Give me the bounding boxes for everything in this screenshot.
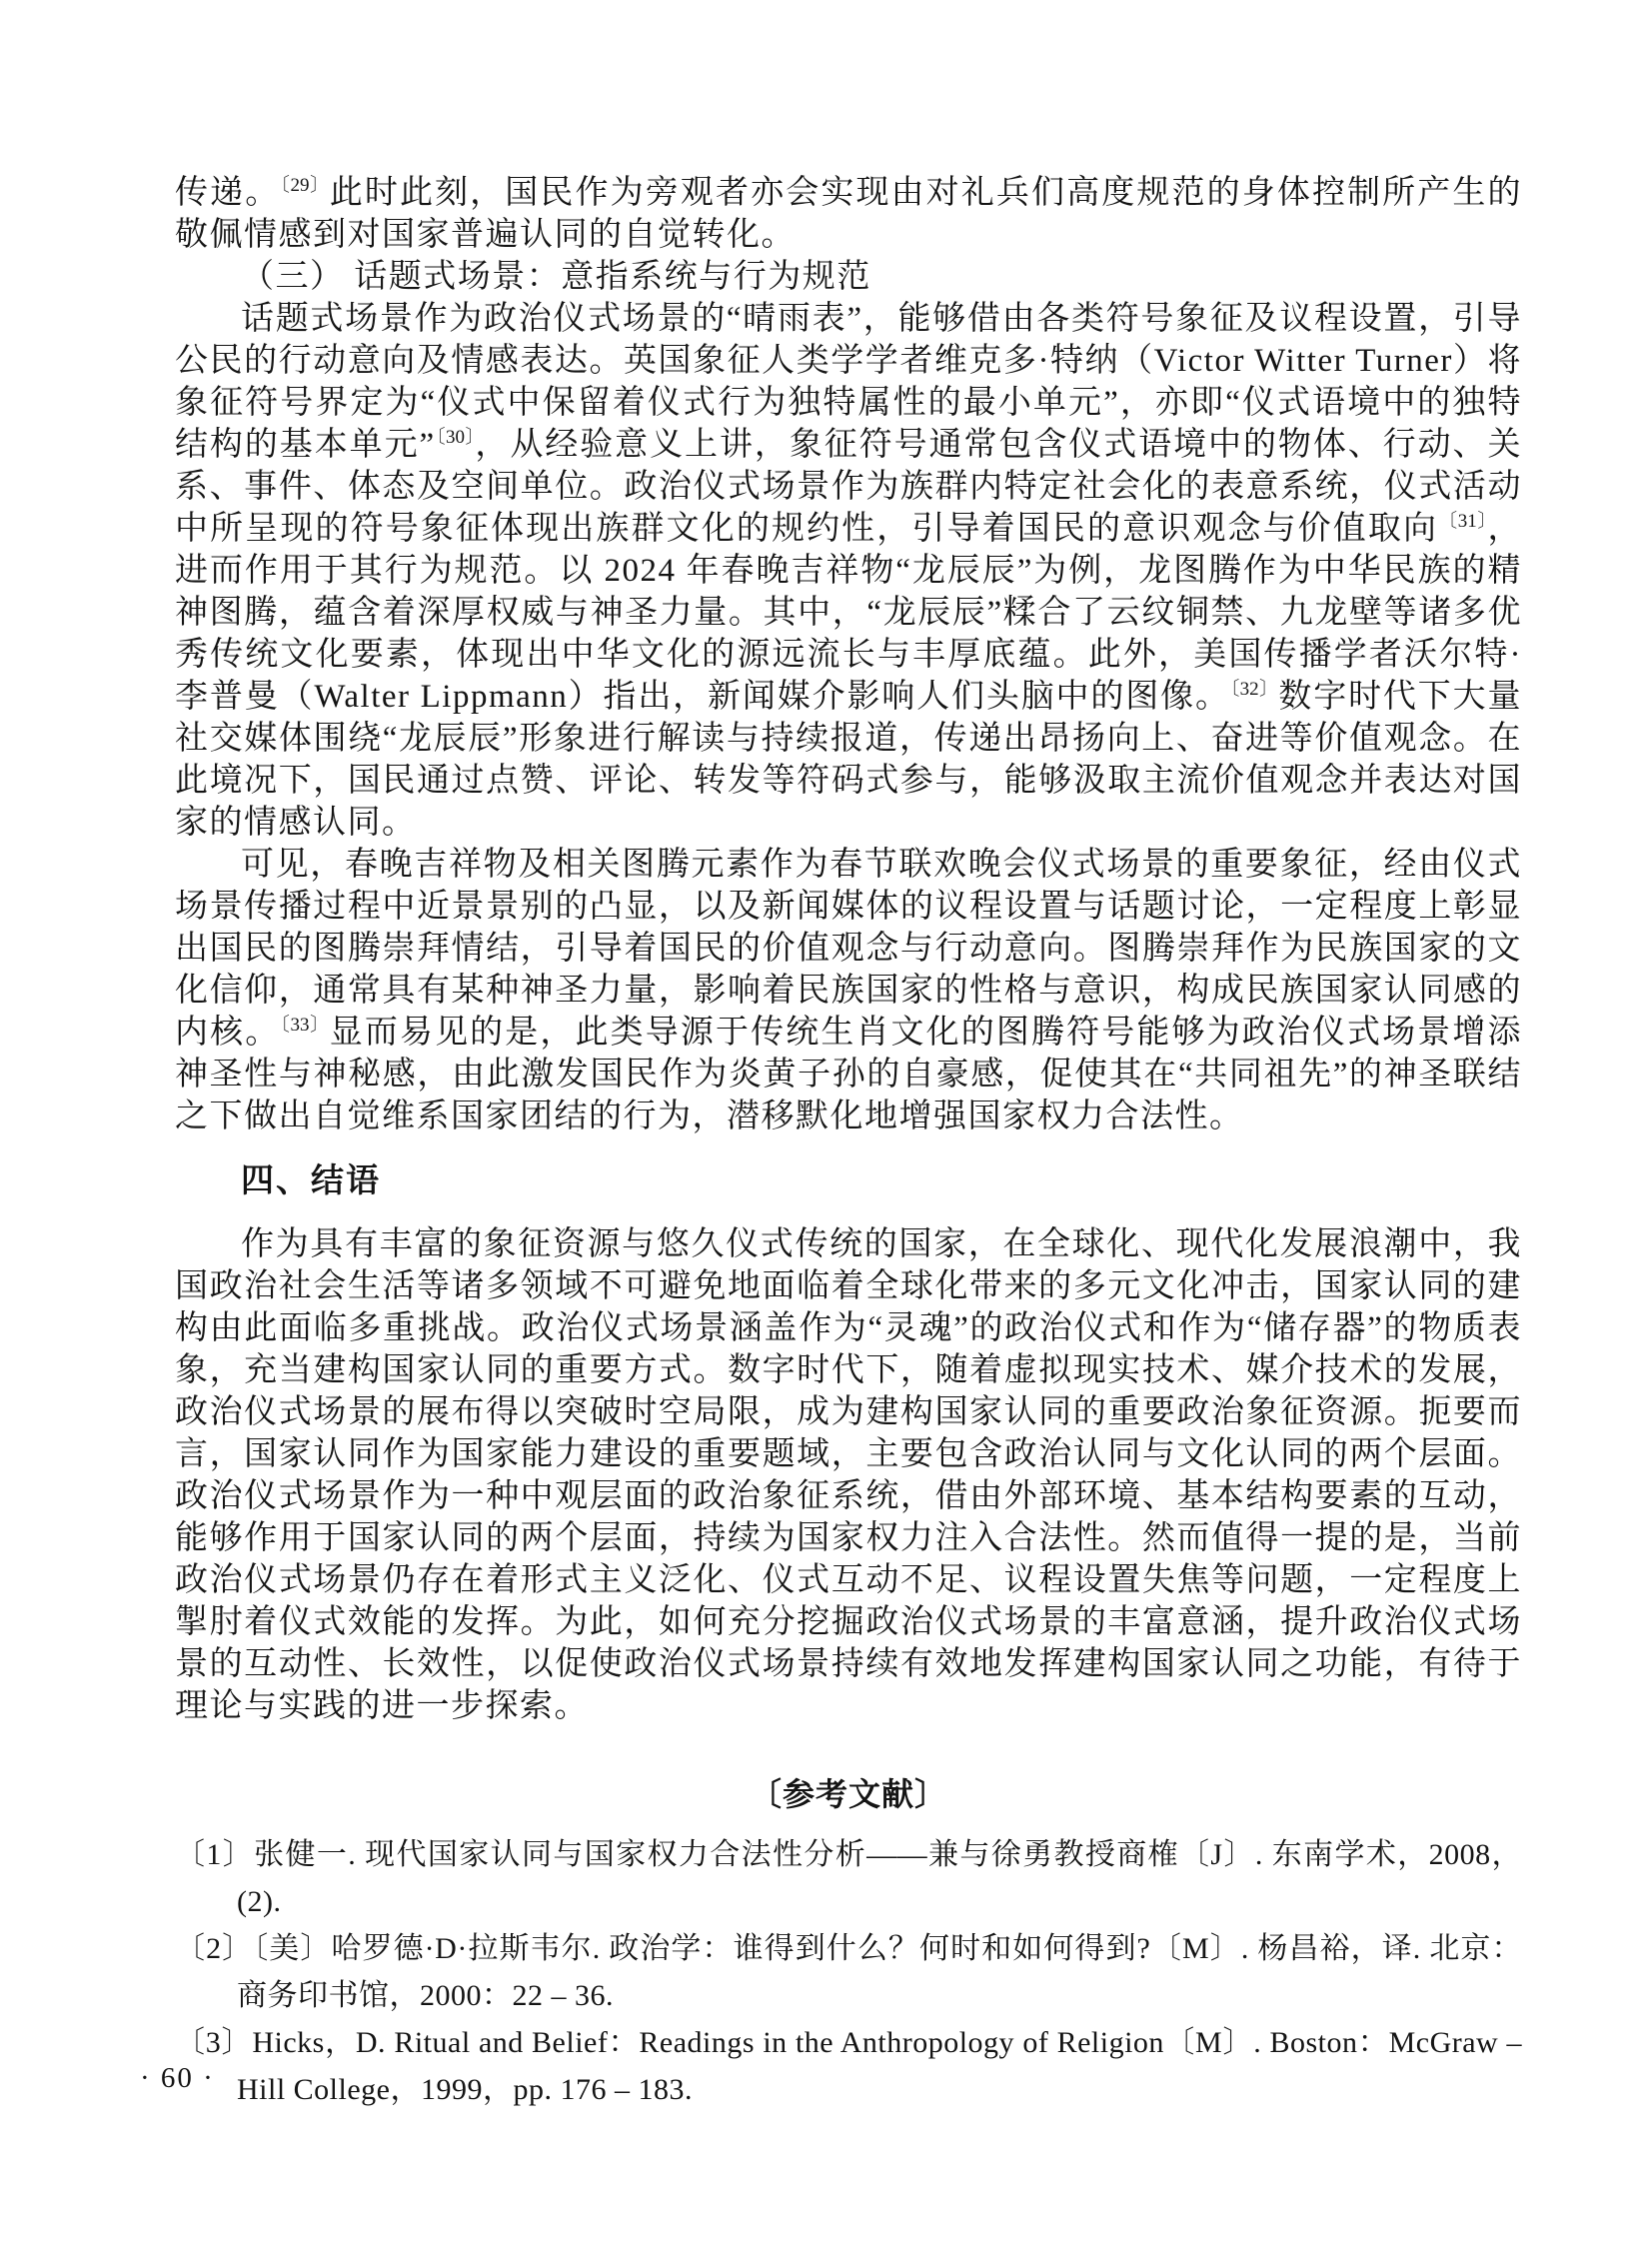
reference-item: 〔2〕〔美〕哈罗德·D·拉斯韦尔. 政治学：谁得到什么？何时和如何得到?〔M〕. 杨昌裕，译. 北京：商务印书馆，2000：22 – 36. bbox=[175, 1932, 1522, 2012]
references-list bbox=[175, 1831, 1522, 2113]
citation-superscript: 〔31〕 bbox=[1438, 511, 1488, 532]
reference-item: 〔3〕Hicks，D. Ritual and Belief：Readings in the Anthropology of Religion〔M〕. Boston：McGraw – Hill College，1999，pp. 176 – 183. bbox=[175, 2026, 1522, 2106]
reference-item: 〔1〕张健一. 现代国家认同与国家权力合法性分析——兼与徐勇教授商榷〔J〕. 东南学术，2008，(2). bbox=[175, 1838, 1522, 1918]
paragraph-conclusion: 作为具有丰富的象征资源与悠久仪式传统的国家，在全球化、现代化发展浪潮中，我国政治社会生活等诸多领域不可避免地面临着全球化带来的多元文化冲击，国家认同的建构由此面临多重挑战。政治仪式场景涵盖作为“灵魂”的政治仪式和作为“储存器”的物质表象，充当建构国家认同的重要方式。数字时代下，随着虚拟现实技术、媒介技术的发展，政治仪式场景的展布得以突破时空局限，成为建构国家认同的重要政治象征资源。扼要而言，国家认同作为国家能力建设的重要题域，主要包含政治认同与文化认同的两个层面。政治仪式场景作为一种中观层面的政治象征系统，借由外部环境、基本结构要素的互动，能够作用于国家认同的两个层面，持续为国家权力注入合法性。然而值得一提的是，当前政治仪式场景仍存在着形式主义泛化、仪式互动不足、议程设置失焦等问题，一定程度上掣肘着仪式效能的发挥。为此，如何充分挖掘政治仪式场景的丰富意涵，提升政治仪式场景的互动性、长效性，以促使政治仪式场景持续有效地发挥建构国家认同之功能，有待于理论与实践的进一步探索。 bbox=[175, 1226, 1522, 1724]
paragraph-totem-worship: 可见，春晚吉祥物及相关图腾元素作为春节联欢晚会仪式场景的重要象征，经由仪式场景传播过程中近景景别的凸显，以及新闻媒体的议程设置与话题讨论，一定程度上彰显出国民的图腾崇拜情结，引导着国民的价值观念与行动意向。图腾崇拜作为民族国家的文化信仰，通常具有某种神圣力量，影响着民族国家的性格与意识，构成民族国家认同感的内核。$^{〔33〕}$显而易见的是，此类导源于传统生肖文化的图腾符号能够为政治仪式场景增添神圣性与神秘感，由此激发国民作为炎黄子孙的自豪感，促使其在“共同祖先”的神圣联结之下做出自觉维系国家团结的行为，潜移默化地增强国家权力合法性。 bbox=[175, 847, 1523, 1134]
citation-superscript: 〔33〕 bbox=[280, 1015, 330, 1036]
citation-superscript: 〔32〕 bbox=[1229, 679, 1279, 700]
page-number: · 60 · bbox=[140, 2062, 215, 2094]
paragraph-continuation: 传递。$^{〔29〕}$此时此刻，国民作为旁观者亦会实现由对礼兵们高度规范的身体控制所产生的敬佩情感到对国家普遍认同的自觉转化。 bbox=[175, 175, 1523, 253]
references-heading: 〔参考文献〕 bbox=[749, 1776, 947, 1812]
citation-superscript: 〔29〕 bbox=[280, 175, 330, 196]
paragraph-topic-scene: 话题式场景作为政治仪式场景的“晴雨表”，能够借由各类符号象征及议程设置，引导公民的行动意向及情感表达。英国象征人类学学者维克多·特纳（Victor Witter Turner）将象征符号界定为“仪式中保留着仪式行为独特属性的最小单元”，亦即“仪式语境中的独特结构的基本单元”$^{〔30〕}$，从经验意义上讲，象征符号通常包含仪式语境中的物体、行动、关系、事件、体态及空间单位。政治仪式场景作为族群内特定社会化的表意系统，仪式活动中所呈现的符号象征体现出族群文化的规约性，引导着国民的意识观念与价值取向$^{〔31〕}$，进而作用于其行为规范。以 2024 年春晚吉祥物“龙辰辰”为例，龙图腾作为中华民族的精神图腾，蕴含着深厚权威与神圣力量。其中，“龙辰辰”糅合了云纹铜禁、九龙壁等诸多优秀传统文化要素，体现出中华文化的源远流长与丰厚底蕴。此外，美国传播学者沃尔特·李普曼（Walter Lippmann）指出，新闻媒介影响人们头脑中的图像。$^{〔32〕}$数字时代下大量社交媒体围绕“龙辰辰”形象进行解读与持续报道，传递出昂扬向上、奋进等价值观念。在此境况下，国民通过点赞、评论、转发等符码式参与，能够汲取主流价值观念并表达对国家的情感认同。 bbox=[175, 301, 1522, 841]
section-heading-conclusion: 四、结语 bbox=[241, 1161, 381, 1198]
citation-superscript: 〔30〕 bbox=[435, 427, 476, 448]
subsection-heading-topic-scene: （三） 话题式场景：意指系统与行为规范 bbox=[241, 259, 871, 295]
